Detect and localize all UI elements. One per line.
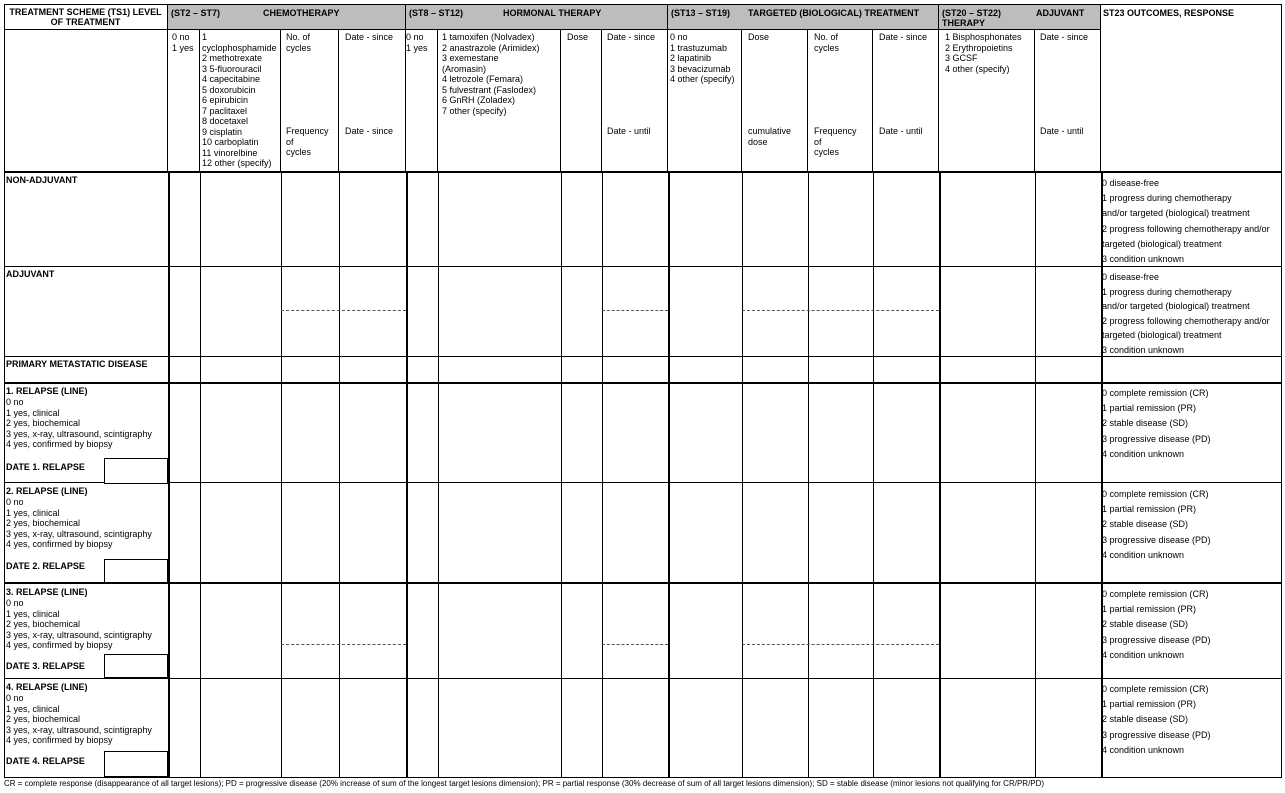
hormonal-drug-item: 2 anastrazole (Arimidex) [442, 42, 540, 53]
chemo-drug-item: 4 capecitabine [202, 74, 261, 84]
outcome-item: 0 complete remission (CR) [1102, 388, 1209, 398]
row-adjuvant: ADJUVANT [6, 269, 55, 279]
date4-label: DATE 4. RELAPSE [6, 756, 85, 766]
sub-hormonal-yesno [406, 30, 438, 172]
chemo-frequency-item: of [286, 136, 294, 147]
column-divider [406, 172, 408, 778]
chemo-drug-item: 11 vinorelbine [202, 147, 258, 158]
outcome-item: 3 condition unknown [1102, 344, 1185, 355]
column-divider [281, 172, 282, 778]
sub-adjuvant-drugs [939, 30, 1035, 172]
hormonal-code: (ST8 – ST12) [409, 8, 464, 18]
outcome-item: 1 partial remission (PR) [1102, 504, 1197, 515]
sub-chemo-yesno [168, 30, 200, 172]
outcome-item: 4 condition unknown [1102, 549, 1185, 560]
outcome-item: 3 progressive disease (PD) [1102, 534, 1211, 545]
relapse-option-item: 1 yes, clinical [6, 507, 60, 518]
relapse4-options [6, 693, 152, 746]
adjuvant-code: (ST20 – ST22) [942, 8, 1002, 18]
targeted-date-since: Date - since [879, 32, 928, 42]
relapse-option-item: 3 yes, x-ray, ultrasound, scintigraphy [6, 428, 152, 439]
relapse-option-item: 3 yes, x-ray, ultrasound, scintigraphy [6, 724, 152, 735]
relapse-option-item: 0 no [6, 598, 24, 608]
outcomes-relapse2 [1102, 487, 1211, 563]
sub-hormonal-dose [561, 30, 602, 172]
row-divider [4, 356, 1282, 357]
sub-targeted-dose [742, 30, 808, 172]
dashed-divider [602, 310, 668, 311]
outcome-item: 4 condition unknown [1102, 448, 1185, 459]
chemo-drug-item: 12 other (specify) [202, 158, 272, 168]
outcome-item: 1 partial remission (PR) [1102, 604, 1197, 615]
relapse-option-item: 1 yes, clinical [6, 703, 60, 714]
relapse-option-item: 3 yes, x-ray, ultrasound, scintigraphy [6, 629, 152, 640]
column-divider [602, 172, 603, 778]
frame-top [4, 4, 1282, 5]
outcome-item: 3 progressive disease (PD) [1102, 634, 1211, 645]
column-divider [808, 172, 809, 778]
column-divider [339, 172, 340, 778]
header-outcomes-cell [1101, 4, 1282, 172]
chemo-date-since2: Date - since [345, 126, 394, 136]
hormonal-drug-item: (Aromasin) [442, 63, 487, 74]
outcomes-relapse4 [1102, 682, 1211, 758]
date2-relapse-field[interactable] [104, 559, 168, 583]
row-divider [4, 678, 1282, 679]
date3-label: DATE 3. RELAPSE [6, 661, 85, 671]
targeted-drug-item: 4 other (specify) [670, 74, 735, 84]
header-targeted [668, 4, 939, 30]
dashed-divider [602, 644, 668, 645]
frame-left [4, 4, 5, 778]
chemo-drug-item: 1 [202, 32, 208, 42]
relapse-option-item: 2 yes, biochemical [6, 418, 81, 428]
sub-targeted-dates [873, 30, 939, 172]
targeted-frequency-item: of [814, 136, 822, 147]
dashed-divider [281, 644, 406, 645]
header-ts1: TREATMENT SCHEME (TS1) LEVEL OF TREATMENT [9, 7, 162, 27]
chemo-drug-item: 9 cisplatin [202, 126, 243, 137]
date1-relapse-field[interactable] [104, 458, 168, 484]
sub-adjuvant-dates [1035, 30, 1101, 172]
footnote: CR = complete response (disappearance of all target lesions); PD = progressive disease (20% increase of sum of the longest target lesions dimension); PR = partial response (30% decrease of sum of all target lesions dimension); SD = stable disease (minor lesions not qualifying for CR/PR/PD) [4, 779, 1045, 788]
adjuvant-drug-item: 4 other (specify) [945, 63, 1010, 74]
treatment-scheme-table [4, 4, 1282, 778]
column-divider [168, 172, 170, 778]
targeted-drug-item: 1 trastuzumab [670, 42, 728, 53]
targeted-drug-item: 0 no [670, 32, 688, 42]
sub-hormonal-dates [602, 30, 668, 172]
row-divider [4, 266, 1282, 267]
outcome-item: targeted (biological) treatment [1102, 238, 1222, 249]
row-relapse4: 4. RELAPSE (LINE) [6, 682, 88, 692]
outcome-item: 2 stable disease (SD) [1102, 714, 1189, 725]
targeted-drug-item: 3 bevacizumab [670, 63, 731, 74]
relapse-option-item: 3 yes, x-ray, ultrasound, scintigraphy [6, 528, 152, 539]
header-hormonal [406, 4, 668, 30]
chemo-drug-item: 3 5-fluorouracil [202, 63, 262, 74]
dashed-divider [281, 310, 406, 311]
row-relapse1: 1. RELAPSE (LINE) [6, 386, 88, 396]
outcomes-non-adjuvant [1102, 176, 1270, 267]
header-outcomes: ST23 OUTCOMES, RESPONSE [1103, 8, 1235, 18]
relapse2-options [6, 497, 152, 550]
outcome-item: 2 progress following chemotherapy and/or [1102, 315, 1270, 326]
hormonal-drug-item: 7 other (specify) [442, 105, 507, 116]
column-divider [561, 172, 562, 778]
column-divider [200, 172, 201, 778]
outcome-item: 3 progressive disease (PD) [1102, 729, 1211, 740]
sub-ts1 [4, 30, 168, 172]
date4-relapse-field[interactable] [104, 751, 168, 777]
outcome-item: and/or targeted (biological) treatment [1102, 208, 1250, 219]
outcome-item: 2 stable disease (SD) [1102, 519, 1189, 530]
date2-label: DATE 2. RELAPSE [6, 561, 85, 571]
outcome-item: 1 partial remission (PR) [1102, 699, 1197, 710]
chemo-yesno-item: 1 yes [172, 42, 194, 53]
relapse-option-item: 4 yes, confirmed by biopsy [6, 640, 113, 650]
row-divider [4, 382, 1282, 384]
chemo-cycles-item: cycles [286, 42, 312, 53]
hormonal-yesno-item: 0 no [406, 32, 424, 42]
relapse-option-item: 4 yes, confirmed by biopsy [6, 539, 113, 549]
chemo-cycles-item: No. of [286, 32, 311, 42]
targeted-cycles-item: cycles [814, 42, 840, 53]
relapse3-options [6, 598, 152, 651]
hormonal-drug-item: 5 fulvestrant (Faslodex) [442, 84, 537, 95]
hormonal-drug-item: 4 letrozole (Femara) [442, 74, 524, 84]
adjuvant-drug-item: 3 GCSF [945, 53, 978, 63]
targeted-date-until: Date - until [879, 126, 923, 136]
chemo-drug-item: 8 docetaxel [202, 116, 249, 126]
outcome-item: 2 stable disease (SD) [1102, 619, 1189, 630]
chemo-drug-item: 7 paclitaxel [202, 105, 248, 116]
hormonal-title: HORMONAL THERAPY [503, 8, 602, 18]
chemo-frequency-item: Frequency [286, 126, 329, 136]
outcome-item: 1 partial remission (PR) [1102, 403, 1197, 414]
outcome-item: 4 condition unknown [1102, 744, 1185, 755]
header-ts1-cell [4, 4, 168, 30]
row-non-adjuvant: NON-ADJUVANT [6, 175, 78, 185]
targeted-code: (ST13 – ST19) [671, 8, 731, 18]
outcome-item: 0 disease-free [1102, 272, 1160, 282]
relapse-option-item: 2 yes, biochemical [6, 619, 81, 629]
outcome-item: 0 complete remission (CR) [1102, 589, 1209, 599]
adjuvant-date-until: Date - until [1040, 126, 1084, 136]
outcome-item: targeted (biological) treatment [1102, 330, 1222, 341]
relapse-option-item: 1 yes, clinical [6, 407, 60, 418]
column-divider [1035, 172, 1036, 778]
chemo-drug-item: 10 carboplatin [202, 137, 259, 147]
row-relapse2: 2. RELAPSE (LINE) [6, 486, 88, 496]
outcome-item: 0 disease-free [1102, 178, 1160, 188]
sub-hormonal-drugs [438, 30, 561, 172]
outcome-item: 1 progress during chemotherapy [1102, 286, 1232, 297]
chemo-title: CHEMOTHERAPY [263, 8, 340, 18]
adjuvant-title: ADJUVANT [1036, 8, 1085, 18]
sub-targeted-drugs [668, 30, 742, 172]
chemo-drug-item: 5 doxorubicin [202, 84, 256, 95]
frame-bottom [4, 777, 1282, 778]
outcome-item: 4 condition unknown [1102, 649, 1185, 660]
column-divider [873, 172, 874, 778]
chemo-date-since: Date - since [345, 32, 394, 42]
dashed-divider [742, 644, 939, 645]
adjuvant-drug-item: 1 Bisphosphonates [945, 32, 1022, 42]
chemo-drug-item: 6 epirubicin [202, 95, 249, 105]
adjuvant-sub: THERAPY [942, 18, 986, 28]
adjuvant-date-since: Date - since [1040, 32, 1089, 42]
outcomes-relapse1 [1102, 386, 1211, 462]
outcome-item: and/or targeted (biological) treatment [1102, 301, 1250, 312]
targeted-frequency-item: Frequency [814, 126, 857, 136]
targeted-drug-item: 2 lapatinib [670, 53, 712, 63]
targeted-cumulative-dose-item: dose [748, 136, 768, 147]
outcome-item: 0 complete remission (CR) [1102, 489, 1209, 499]
hormonal-dose: Dose [567, 32, 589, 42]
hormonal-date-until: Date - until [607, 126, 651, 136]
targeted-frequency-item: cycles [814, 147, 840, 157]
relapse-option-item: 4 yes, confirmed by biopsy [6, 439, 113, 449]
relapse-option-item: 0 no [6, 397, 24, 407]
sub-chemo-cycles [281, 30, 339, 172]
targeted-cumulative-dose-item: cumulative [748, 126, 792, 136]
column-divider [668, 172, 670, 778]
outcomes-adjuvant [1102, 270, 1270, 358]
row-primary-metastatic: PRIMARY METASTATIC DISEASE [6, 359, 148, 369]
row-divider [4, 482, 1282, 483]
chemo-drug-item: 2 methotrexate [202, 53, 263, 63]
chemo-frequency-item: cycles [286, 147, 312, 157]
relapse-option-item: 2 yes, biochemical [6, 518, 81, 528]
column-divider [742, 172, 743, 778]
row-divider [4, 582, 1282, 584]
outcome-item: 3 progressive disease (PD) [1102, 433, 1211, 444]
relapse-option-item: 2 yes, biochemical [6, 714, 81, 724]
row-relapse3: 3. RELAPSE (LINE) [6, 587, 88, 597]
sub-targeted-cycles [808, 30, 873, 172]
column-divider [438, 172, 439, 778]
outcome-item: 1 progress during chemotherapy [1102, 193, 1232, 204]
outcome-item: 2 stable disease (SD) [1102, 418, 1189, 429]
header-chemo [168, 4, 406, 30]
outcome-item: 2 progress following chemotherapy and/or [1102, 223, 1270, 234]
relapse-option-item: 0 no [6, 693, 24, 703]
hormonal-yesno-item: 1 yes [406, 42, 428, 53]
relapse-option-item: 0 no [6, 497, 24, 507]
chemo-drug-item: cyclophosphamide [202, 42, 277, 53]
sub-chemo-drugs [200, 30, 281, 172]
date3-relapse-field[interactable] [104, 654, 168, 678]
targeted-dose: Dose [748, 32, 770, 42]
header-adjuvant [939, 4, 1101, 30]
hormonal-drug-item: 1 tamoxifen (Nolvadex) [442, 32, 535, 42]
sub-chemo-dates [339, 30, 406, 172]
adjuvant-drug-item: 2 Erythropoietins [945, 42, 1013, 53]
frame-right [1281, 4, 1282, 778]
hormonal-drug-item: 3 exemestane [442, 53, 499, 63]
targeted-cycles-item: No. of [814, 32, 839, 42]
hormonal-drug-item: 6 GnRH (Zoladex) [442, 95, 516, 105]
relapse1-options [6, 397, 152, 450]
date1-label: DATE 1. RELAPSE [6, 462, 85, 472]
relapse-option-item: 1 yes, clinical [6, 608, 60, 619]
targeted-title: TARGETED (BIOLOGICAL) TREATMENT [748, 8, 920, 18]
relapse-option-item: 4 yes, confirmed by biopsy [6, 735, 113, 745]
dashed-divider [742, 310, 939, 311]
column-divider [939, 172, 941, 778]
outcomes-relapse3 [1102, 587, 1211, 663]
chemo-code: (ST2 – ST7) [171, 8, 221, 18]
row-divider [4, 172, 1282, 173]
chemo-yesno-item: 0 no [172, 32, 190, 42]
hormonal-date-since: Date - since [607, 32, 656, 42]
outcome-item: 3 condition unknown [1102, 254, 1185, 265]
outcome-item: 0 complete remission (CR) [1102, 684, 1209, 694]
